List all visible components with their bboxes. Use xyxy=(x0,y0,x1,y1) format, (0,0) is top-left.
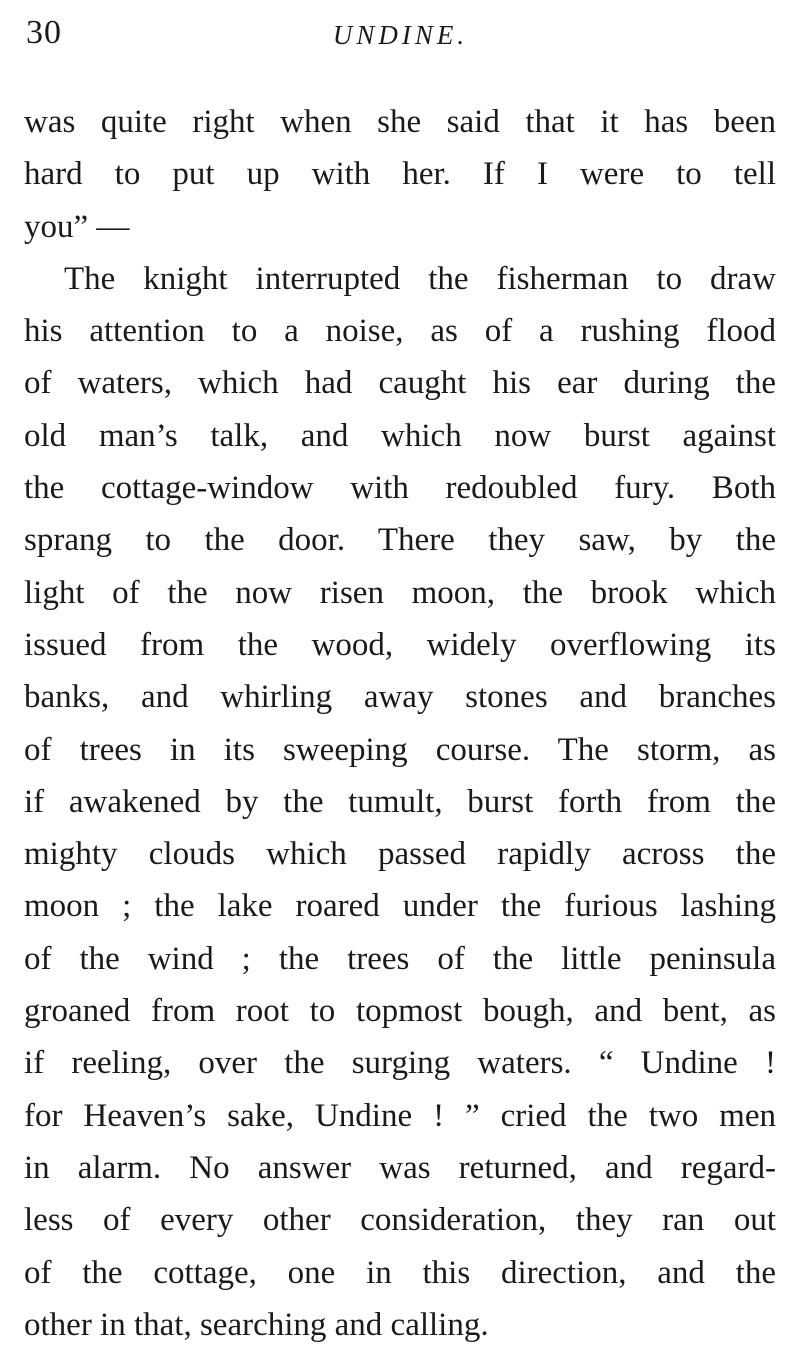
text-line: less of every other consideration, they ran out xyxy=(24,1202,776,1239)
text-line: of trees in its sweeping course. The storm, as xyxy=(24,731,776,768)
text-line: if reeling, over the surging waters. “ Undine ! xyxy=(24,1045,776,1082)
body-text xyxy=(24,96,776,1351)
text-line: his attention to a noise, as of a rushing flood xyxy=(24,313,776,350)
paragraph xyxy=(24,253,776,1351)
text-line: issued from the wood, widely overflowing its xyxy=(24,626,776,663)
text-line: of waters, which had caught his ear during the xyxy=(24,365,776,402)
text-line: groaned from root to topmost bough, and bent, as xyxy=(24,993,776,1030)
text-line: of the wind ; the trees of the little peninsula xyxy=(24,940,776,977)
text-line: old man’s talk, and which now burst against xyxy=(24,417,776,454)
text-line: was quite right when she said that it has been xyxy=(24,104,776,140)
text-line: the cottage-window with redoubled fury. Both xyxy=(24,470,776,507)
running-title: UNDINE. xyxy=(332,20,469,50)
text-line: sprang to the door. There they saw, by the xyxy=(24,522,776,559)
text-line: hard to put up with her. If I were to tell xyxy=(24,156,776,193)
text-line: for Heaven’s sake, Undine ! ” cried the two men xyxy=(24,1097,776,1134)
paragraph xyxy=(24,96,776,253)
text-line: of the cottage, one in this direction, and the xyxy=(24,1254,776,1291)
text-line: other in that, searching and calling. xyxy=(24,1306,489,1343)
running-head xyxy=(26,14,775,54)
text-line: banks, and whirling away stones and branches xyxy=(24,679,776,716)
text-line: light of the now risen moon, the brook which xyxy=(24,574,776,611)
text-line: you” — xyxy=(24,208,130,245)
text-line: if awakened by the tumult, burst forth from the xyxy=(24,783,776,820)
text-line: in alarm. No answer was returned, and regard- xyxy=(24,1149,776,1186)
page-number: 30 xyxy=(26,14,62,51)
text-line: mighty clouds which passed rapidly across the xyxy=(24,836,776,873)
text-line: moon ; the lake roared under the furious lashing xyxy=(24,888,776,925)
text-line: The knight interrupted the fisherman to draw xyxy=(64,260,776,297)
